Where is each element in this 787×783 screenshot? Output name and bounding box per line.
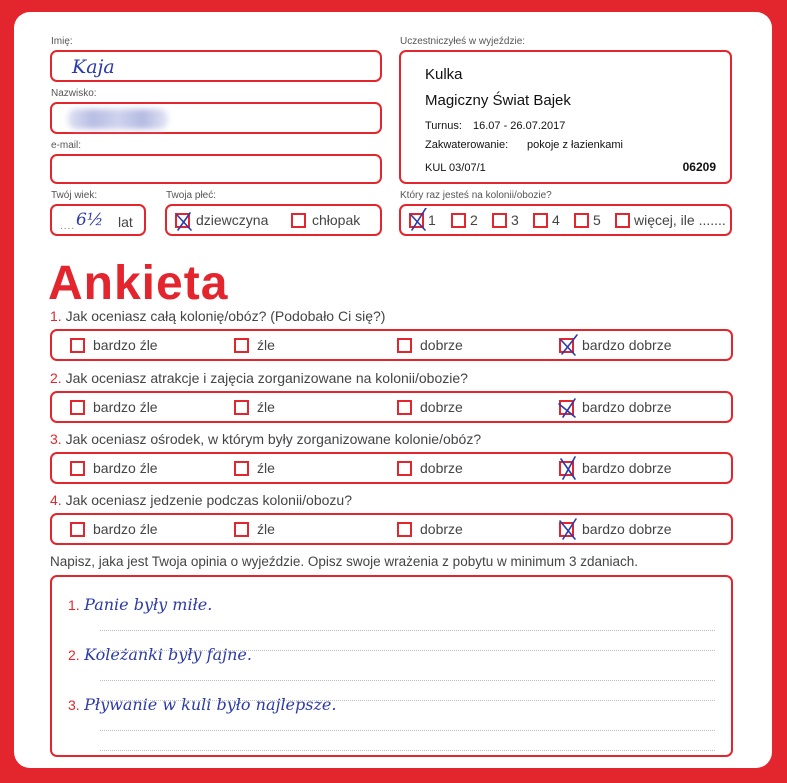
checkbox-icon[interactable] bbox=[70, 400, 85, 415]
accommodation-value: pokoje z łazienkami bbox=[527, 139, 623, 151]
question-1: 1. Jak oceniasz całą kolonię/obóz? (Podobało Ci się?) bbox=[50, 308, 386, 324]
times-option[interactable] bbox=[533, 212, 560, 228]
age-label: Twój wiek: bbox=[51, 190, 98, 201]
ruled-line bbox=[100, 680, 715, 681]
gender-field bbox=[165, 204, 382, 236]
handwritten-x-mark-icon bbox=[407, 208, 429, 234]
rating-row-3 bbox=[50, 452, 733, 484]
times-option-label: 1 bbox=[428, 212, 436, 228]
times-option-label: więcej, ile ....... bbox=[634, 212, 726, 228]
checkbox-icon[interactable] bbox=[70, 461, 85, 476]
age-field[interactable]: .... 6½ lat bbox=[50, 204, 146, 236]
rating-option[interactable]: bardzo dobrze bbox=[559, 521, 672, 537]
participant-label: Uczestniczyłeś w wyjeździe: bbox=[400, 36, 526, 47]
rating-option[interactable]: dobrze bbox=[397, 337, 463, 353]
opinion-line-1: 1. Panie były miłe. bbox=[68, 595, 213, 614]
email-field[interactable] bbox=[50, 154, 382, 184]
gender-option-boy[interactable] bbox=[291, 212, 360, 228]
age-value: 6½ bbox=[76, 210, 104, 230]
gender-option-girl[interactable] bbox=[175, 212, 268, 228]
rating-option[interactable]: bardzo dobrze bbox=[559, 460, 672, 476]
checkbox-icon[interactable] bbox=[574, 213, 589, 228]
checkbox-icon[interactable] bbox=[234, 522, 249, 537]
checkbox-icon[interactable] bbox=[397, 338, 412, 353]
times-option-label: 2 bbox=[470, 212, 478, 228]
age-unit: lat bbox=[118, 214, 133, 230]
rating-option[interactable]: dobrze bbox=[397, 460, 463, 476]
handwritten-x-mark-icon bbox=[557, 333, 579, 359]
checkbox-icon[interactable] bbox=[451, 213, 466, 228]
checkbox-icon[interactable] bbox=[291, 213, 306, 228]
checkbox-icon[interactable] bbox=[234, 400, 249, 415]
surname-field[interactable] bbox=[50, 102, 382, 134]
turnus-label: Turnus: bbox=[425, 120, 462, 132]
rating-option[interactable]: źle bbox=[234, 337, 275, 353]
opinion-prompt: Napisz, jaka jest Twoja opinia o wyjeździe. Opisz swoje wrażenia z pobytu w minimum 3 zdaniach. bbox=[50, 554, 639, 569]
email-label: e-mail: bbox=[51, 140, 82, 151]
rating-option[interactable]: bardzo źle bbox=[70, 399, 158, 415]
rating-option[interactable]: bardzo źle bbox=[70, 337, 158, 353]
checkbox-icon[interactable] bbox=[533, 213, 548, 228]
times-option-label: 5 bbox=[593, 212, 601, 228]
camp-number: 06209 bbox=[682, 160, 716, 174]
name-value: Kaja bbox=[72, 56, 115, 78]
question-2: 2. Jak oceniasz atrakcje i zajęcia zorganizowane na kolonii/obozie? bbox=[50, 370, 468, 386]
checkbox-icon[interactable] bbox=[615, 213, 630, 228]
checkbox-icon[interactable] bbox=[70, 338, 85, 353]
gender-option-label: chłopak bbox=[312, 212, 361, 228]
checkbox-icon[interactable] bbox=[559, 461, 574, 476]
camp-name: Magiczny Świat Bajek bbox=[425, 92, 571, 109]
checkbox-icon[interactable] bbox=[70, 522, 85, 537]
times-option-label: 4 bbox=[552, 212, 560, 228]
opinion-line-2: 2. Koleżanki były fajne. bbox=[68, 645, 252, 664]
checkbox-icon[interactable] bbox=[397, 461, 412, 476]
surname-label: Nazwisko: bbox=[51, 88, 97, 99]
redacted-surname-blur bbox=[68, 109, 168, 129]
rating-option[interactable]: bardzo dobrze bbox=[559, 337, 672, 353]
camp-code: KUL 03/07/1 bbox=[425, 162, 486, 174]
participant-info-box bbox=[399, 50, 732, 184]
question-4: 4. Jak oceniasz jedzenie podczas kolonii/obozu? bbox=[50, 492, 352, 508]
times-option-label: 3 bbox=[511, 212, 519, 228]
times-field bbox=[399, 204, 732, 236]
turnus-value: 16.07 - 26.07.2017 bbox=[473, 120, 566, 132]
rating-row-4 bbox=[50, 513, 733, 545]
survey-title: Ankieta bbox=[48, 257, 229, 310]
rating-row-1 bbox=[50, 329, 733, 361]
checkbox-icon[interactable] bbox=[397, 522, 412, 537]
checkbox-icon[interactable] bbox=[175, 213, 190, 228]
handwritten-x-mark-icon bbox=[173, 208, 195, 234]
checkbox-icon[interactable] bbox=[409, 213, 424, 228]
survey-form bbox=[14, 12, 772, 768]
checkbox-icon[interactable] bbox=[397, 400, 412, 415]
rating-option[interactable]: bardzo źle bbox=[70, 460, 158, 476]
ruled-line bbox=[100, 630, 715, 631]
rating-option[interactable]: dobrze bbox=[397, 521, 463, 537]
checkbox-icon[interactable] bbox=[559, 338, 574, 353]
question-3: 3. Jak oceniasz ośrodek, w którym były zorganizowane kolonie/obóz? bbox=[50, 431, 482, 447]
times-option[interactable] bbox=[451, 212, 478, 228]
times-option[interactable] bbox=[574, 212, 601, 228]
rating-option[interactable]: źle bbox=[234, 460, 275, 476]
ruled-line bbox=[100, 730, 715, 731]
participant-name: Kulka bbox=[425, 66, 463, 83]
checkbox-icon[interactable] bbox=[492, 213, 507, 228]
checkbox-icon[interactable] bbox=[234, 338, 249, 353]
checkbox-icon[interactable] bbox=[234, 461, 249, 476]
handwritten-x-mark-icon bbox=[557, 395, 579, 421]
times-option[interactable] bbox=[492, 212, 519, 228]
name-label: Imię: bbox=[51, 36, 73, 47]
rating-option[interactable]: bardzo źle bbox=[70, 521, 158, 537]
accommodation-label: Zakwaterowanie: bbox=[425, 139, 509, 151]
rating-row-2 bbox=[50, 391, 733, 423]
times-label: Który raz jesteś na kolonii/obozie? bbox=[400, 190, 552, 201]
rating-option[interactable]: źle bbox=[234, 521, 275, 537]
gender-option-label: dziewczyna bbox=[196, 212, 269, 228]
opinion-box[interactable] bbox=[50, 575, 733, 757]
handwritten-x-mark-icon bbox=[557, 517, 579, 543]
times-option[interactable] bbox=[409, 212, 436, 228]
rating-option[interactable]: dobrze bbox=[397, 399, 463, 415]
checkbox-icon[interactable] bbox=[559, 522, 574, 537]
rating-option[interactable]: źle bbox=[234, 399, 275, 415]
gender-label: Twoja płeć: bbox=[166, 190, 217, 201]
rating-option[interactable]: bardzo dobrze bbox=[559, 399, 672, 415]
checkbox-icon[interactable] bbox=[559, 400, 574, 415]
handwritten-x-mark-icon bbox=[557, 456, 579, 482]
ruled-line bbox=[100, 750, 715, 751]
times-option[interactable] bbox=[615, 212, 726, 228]
opinion-line-3: 3. Pływanie w kuli było najlepsze. bbox=[68, 695, 337, 714]
name-field[interactable] bbox=[50, 50, 382, 82]
